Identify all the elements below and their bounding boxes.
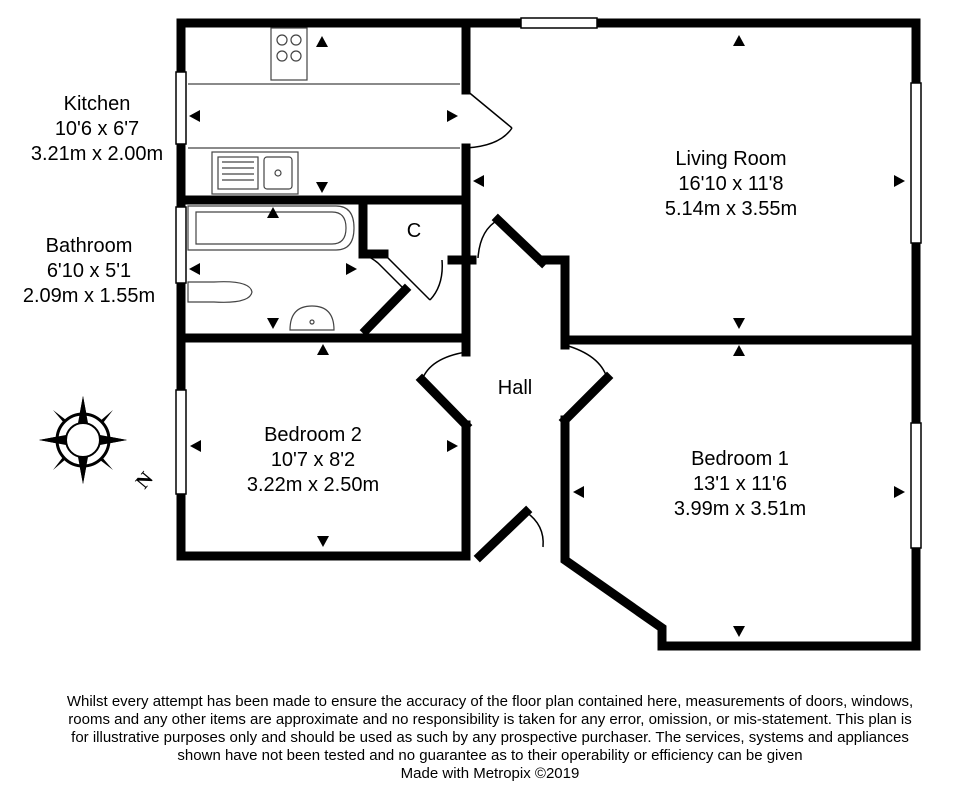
bedroom-2-metric: 3.22m x 2.50m [246, 474, 380, 496]
hall-label: Hall [497, 377, 533, 399]
wall-bed2-west [181, 338, 466, 556]
bathroom-fixtures [188, 206, 354, 330]
living-room-imperial: 16'10 x 11'8 [678, 173, 784, 195]
doors [363, 90, 607, 547]
wall-hall-diag-top [498, 220, 542, 262]
door-hall-top [478, 220, 498, 258]
bathroom-name: Bathroom [45, 235, 133, 257]
sink-icon [212, 152, 298, 194]
compass-rose-icon [39, 396, 127, 484]
bedroom-2-name: Bedroom 2 [264, 424, 362, 446]
arrow-kitchen-bottom [316, 182, 328, 193]
door-kitchen [466, 90, 512, 148]
window-kitchen-west [176, 72, 186, 144]
bathroom-imperial: 6'10 x 5'1 [46, 260, 132, 282]
credit-text: Made with Metropix ©2019 [400, 765, 580, 782]
kitchen-name: Kitchen [63, 93, 131, 115]
arrow-bed1-left [573, 486, 584, 498]
door-bed2 [422, 352, 466, 380]
arrow-bed2-bottom [317, 536, 329, 547]
bedroom-1-metric: 3.99m x 3.51m [673, 498, 807, 520]
bathroom-metric: 2.09m x 1.55m [22, 285, 156, 307]
arrow-bath-bottom [267, 318, 279, 329]
living-room-metric: 5.14m x 3.55m [664, 198, 798, 220]
wall-cupboard-west [363, 200, 384, 254]
window-bath-west [176, 207, 186, 283]
arrow-bed2-top [317, 344, 329, 355]
cupboard-label: C [406, 220, 422, 242]
hob-icon [271, 28, 307, 80]
wall-hall-right-upper [542, 260, 565, 345]
window-living-east [911, 83, 921, 243]
door-bathroom [363, 254, 405, 290]
arrow-living-top [733, 35, 745, 46]
arrow-kitchen-right [447, 110, 458, 122]
kitchen-imperial: 10'6 x 6'7 [54, 118, 140, 140]
disclaimer-block [60, 693, 920, 783]
basin-icon [290, 306, 334, 330]
arrow-living-right [894, 175, 905, 187]
basin-plug [310, 320, 314, 324]
arrow-bed2-right [447, 440, 458, 452]
kitchen-label [22, 92, 172, 167]
kitchen-fixtures [188, 28, 460, 194]
bedroom-1-name: Bedroom 1 [691, 448, 789, 470]
bedroom-2-imperial: 10'7 x 8'2 [270, 449, 356, 471]
arrow-bed2-left [190, 440, 201, 452]
walls [181, 23, 916, 646]
window-living-top [521, 18, 597, 28]
arrow-bed1-top [733, 345, 745, 356]
wall-hall-low-right [565, 378, 607, 420]
arrow-bath-right [346, 263, 357, 275]
arrow-living-bottom [733, 318, 745, 329]
arrow-bath-left [189, 263, 200, 275]
bathroom-label [12, 234, 166, 309]
living-room-name: Living Room [675, 148, 787, 170]
door-bed1 [565, 345, 607, 378]
arrow-bed1-right [894, 486, 905, 498]
arrow-kitchen-top [316, 36, 328, 47]
arrow-bed1-bottom [733, 626, 745, 637]
arrow-living-left [473, 175, 484, 187]
kitchen-metric: 3.21m x 2.00m [30, 143, 164, 165]
compass-north-label: N [131, 467, 158, 494]
door-entry [526, 512, 543, 547]
disclaimer-text: Whilst every attempt has been made to ensure the accuracy of the floor plan contained here, measurements of doors, windows, rooms and any other items are approximate and no responsibility is taken for any error, omission, or mis-statement. This plan is for illustrative purposes only and should be used as such by any prospective purchaser. The services, systems and appliances shown have not been tested and no guarantee as to their operability or efficiency can be given [66, 693, 914, 764]
wall-bath-diagonal [366, 290, 405, 330]
toilet-icon [188, 282, 252, 303]
window-bed2-west [176, 390, 186, 494]
bedroom-1-imperial: 13'1 x 11'6 [692, 473, 788, 495]
window-bed1-east [911, 423, 921, 548]
arrow-kitchen-left [189, 110, 200, 122]
wall-hall-bottom [480, 512, 526, 556]
wall-hall-low-left [422, 380, 466, 425]
